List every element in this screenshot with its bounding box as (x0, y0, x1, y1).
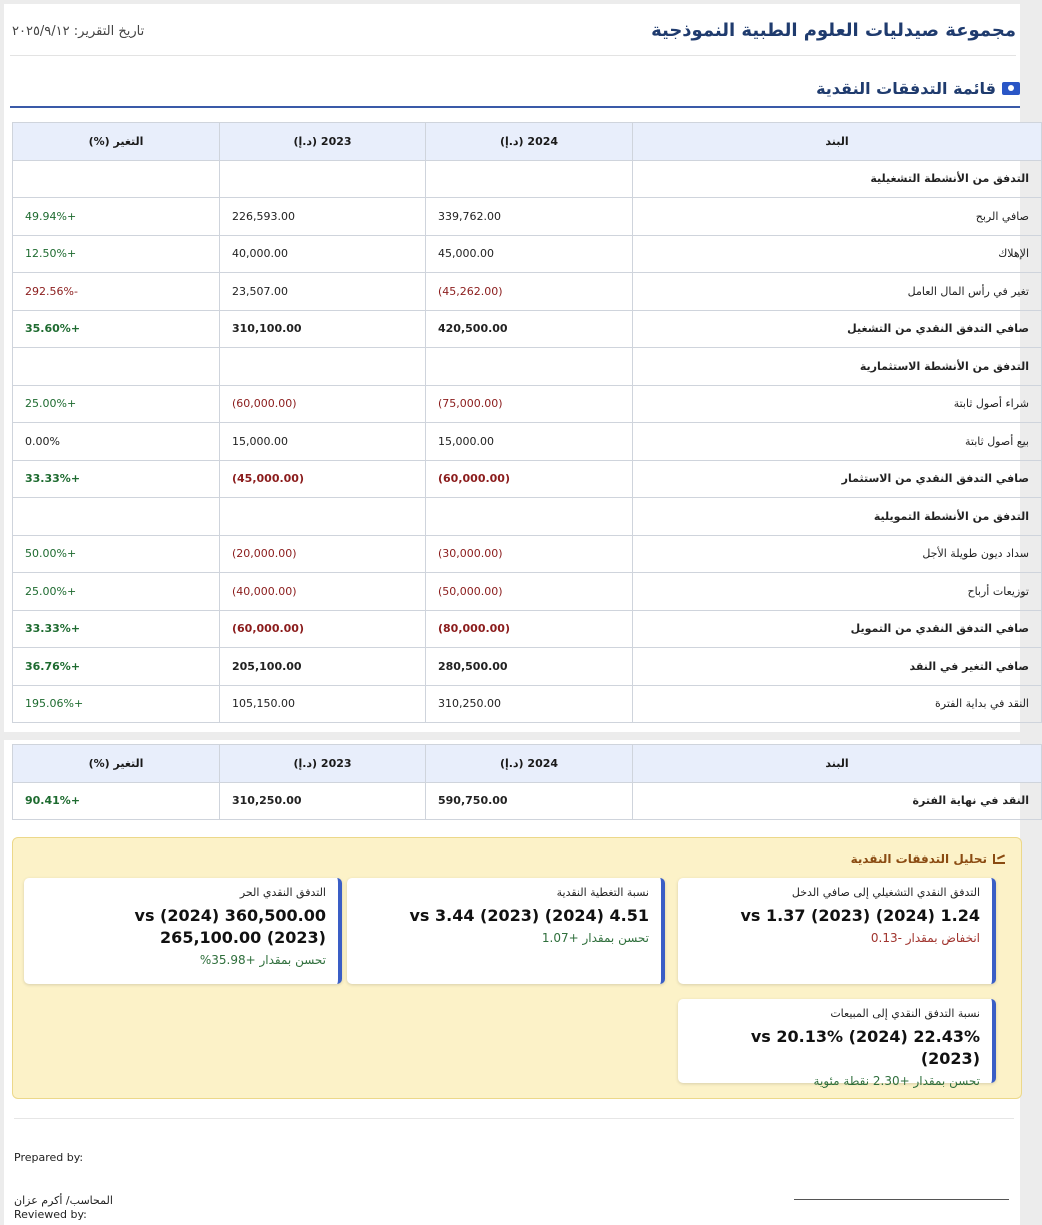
table-row (13, 648, 1042, 686)
metric-card-cash-to-sales (678, 999, 996, 1088)
header-2024: 2024 (د.إ) (426, 745, 633, 783)
row-item-cell: التدفق من الأنشطة التمويلية (633, 498, 1042, 536)
table-row (13, 198, 1042, 236)
table-row (13, 685, 1042, 723)
table-row (13, 573, 1042, 611)
row-item-cell: صافي التدفق النقدي من الاستثمار (633, 460, 1042, 498)
report-page-2 (4, 740, 1029, 1225)
row-item-cell: النقد في نهاية الفترة (633, 782, 1042, 820)
metric-note: تحسن بمقدار +35.98% (199, 953, 326, 967)
row-change-cell: -292.56% (13, 273, 220, 311)
header-item: البند (633, 745, 1042, 783)
row-2023-cell (220, 498, 426, 536)
row-2023-cell: 205,100.00 (220, 648, 426, 686)
row-change-cell (13, 498, 220, 536)
row-item-cell: صافي التغير في النقد (633, 648, 1042, 686)
accountant-name: المحاسب/ أكرم عزان (14, 1194, 113, 1207)
row-2024-cell: 280,500.00 (426, 648, 633, 686)
row-2024-cell: (45,262.00) (426, 273, 633, 311)
metric-value: 360,500.00 (2024) vs 265,100.00 (2023) (134, 906, 326, 947)
header-change: التغير (%) (13, 123, 220, 161)
row-2024-cell: 339,762.00 (426, 198, 633, 236)
cash-icon (1002, 82, 1020, 95)
row-change-cell: +195.06% (13, 685, 220, 723)
header-2023: 2023 (د.إ) (220, 745, 426, 783)
row-change-cell (13, 348, 220, 386)
signature-line (794, 1199, 1009, 1200)
table-header-row (13, 123, 1042, 161)
row-2023-cell: (60,000.00) (220, 610, 426, 648)
table-row (13, 385, 1042, 423)
row-2024-cell: (80,000.00) (426, 610, 633, 648)
row-2024-cell: 310,250.00 (426, 685, 633, 723)
row-change-cell: +36.76% (13, 648, 220, 686)
row-2023-cell: 15,000.00 (220, 423, 426, 461)
row-2024-cell (426, 160, 633, 198)
table-row (13, 423, 1042, 461)
table-row (13, 273, 1042, 311)
row-change-cell: +25.00% (13, 385, 220, 423)
row-2023-cell: (20,000.00) (220, 535, 426, 573)
row-2023-cell: 310,250.00 (220, 782, 426, 820)
metric-value: 4.51 (2024) vs 3.44 (2023) (409, 906, 649, 925)
prepared-by-label: Prepared by: (14, 1151, 84, 1164)
table-row (13, 348, 1042, 386)
metric-card-ocf-to-net-income (678, 878, 996, 984)
row-change-cell: +50.00% (13, 535, 220, 573)
section-title-text: قائمة التدفقات النقدية (816, 79, 996, 98)
row-2024-cell: (50,000.00) (426, 573, 633, 611)
row-item-cell: شراء أصول ثابتة (633, 385, 1042, 423)
row-2023-cell: 310,100.00 (220, 310, 426, 348)
row-2023-cell: 226,593.00 (220, 198, 426, 236)
row-2023-cell: 40,000.00 (220, 235, 426, 273)
row-2024-cell: 15,000.00 (426, 423, 633, 461)
reviewed-by-label: Reviewed by: (14, 1208, 87, 1221)
cash-flow-table-continued (12, 744, 1042, 820)
row-item-cell: التدفق من الأنشطة الاستثمارية (633, 348, 1042, 386)
row-2024-cell (426, 498, 633, 536)
row-2023-cell (220, 160, 426, 198)
row-item-cell: بيع أصول ثابتة (633, 423, 1042, 461)
row-item-cell: النقد في بداية الفترة (633, 685, 1042, 723)
company-name: مجموعة صيدليات العلوم الطبية النموذجية (651, 20, 1016, 41)
row-item-cell: سداد ديون طويلة الأجل (633, 535, 1042, 573)
analysis-title: تحليل التدفقات النقدية (850, 852, 987, 866)
row-2023-cell: 105,150.00 (220, 685, 426, 723)
metric-label: نسبة التغطية النقدية (556, 886, 649, 899)
row-change-cell: +33.33% (13, 460, 220, 498)
row-change-cell: +35.60% (13, 310, 220, 348)
row-2024-cell: (75,000.00) (426, 385, 633, 423)
report-date: تاريخ التقرير: ٢٠٢٥/٩/١٢ (12, 24, 145, 39)
row-2023-cell: 23,507.00 (220, 273, 426, 311)
metric-label: نسبة التدفق النقدي إلى المبيعات (830, 1007, 980, 1020)
metric-note: تحسن بمقدار +2.30 نقطة مئوية (813, 1074, 980, 1088)
table-row (13, 235, 1042, 273)
row-item-cell: صافي التدفق النقدي من التمويل (633, 610, 1042, 648)
row-item-cell: التدفق من الأنشطة التشغيلية (633, 160, 1042, 198)
cash-flow-table (12, 122, 1042, 723)
table-row (13, 782, 1042, 820)
chart-icon (993, 854, 1005, 864)
metric-label: التدفق النقدي التشغيلي إلى صافي الدخل (791, 886, 980, 899)
metric-value: 22.43% (2024) vs 20.13% (2023) (750, 1027, 980, 1068)
row-2023-cell: (60,000.00) (220, 385, 426, 423)
table-row (13, 610, 1042, 648)
metric-card-free-cash-flow (24, 878, 342, 984)
row-2024-cell: (60,000.00) (426, 460, 633, 498)
metric-value: 1.24 (2024) vs 1.37 (2023) (740, 906, 980, 925)
metric-label: التدفق النقدي الحر (239, 886, 326, 899)
row-item-cell: توزيعات أرباح (633, 573, 1042, 611)
row-item-cell: صافي الربح (633, 198, 1042, 236)
row-change-cell: +90.41% (13, 782, 220, 820)
report-header (10, 16, 1016, 56)
report-page-1 (4, 4, 1029, 732)
table-row (13, 460, 1042, 498)
row-change-cell: +12.50% (13, 235, 220, 273)
row-2023-cell: (40,000.00) (220, 573, 426, 611)
table-row (13, 498, 1042, 536)
table-row (13, 160, 1042, 198)
metric-note: انخفاض بمقدار -0.13 (870, 931, 980, 945)
row-2023-cell (220, 348, 426, 386)
row-change-cell: 0.00% (13, 423, 220, 461)
metric-note: تحسن بمقدار +1.07 (541, 931, 649, 945)
row-change-cell: +25.00% (13, 573, 220, 611)
row-2024-cell (426, 348, 633, 386)
row-2024-cell: 45,000.00 (426, 235, 633, 273)
table-row (13, 535, 1042, 573)
row-2024-cell: 590,750.00 (426, 782, 633, 820)
row-2024-cell: (30,000.00) (426, 535, 633, 573)
row-change-cell: +33.33% (13, 610, 220, 648)
section-title (10, 78, 1020, 108)
header-2023: 2023 (د.إ) (220, 123, 426, 161)
header-2024: 2024 (د.إ) (426, 123, 633, 161)
row-2024-cell: 420,500.00 (426, 310, 633, 348)
signature-footer (14, 1118, 1014, 1223)
table-header-row (13, 745, 1042, 783)
table-row (13, 310, 1042, 348)
row-item-cell: صافي التدفق النقدي من التشغيل (633, 310, 1042, 348)
cash-flow-analysis (12, 837, 1022, 1099)
row-2023-cell: (45,000.00) (220, 460, 426, 498)
row-item-cell: تغير في رأس المال العامل (633, 273, 1042, 311)
row-change-cell (13, 160, 220, 198)
row-change-cell: +49.94% (13, 198, 220, 236)
metric-card-cash-coverage (347, 878, 665, 984)
header-change: التغير (%) (13, 745, 220, 783)
header-item: البند (633, 123, 1042, 161)
row-item-cell: الإهلاك (633, 235, 1042, 273)
